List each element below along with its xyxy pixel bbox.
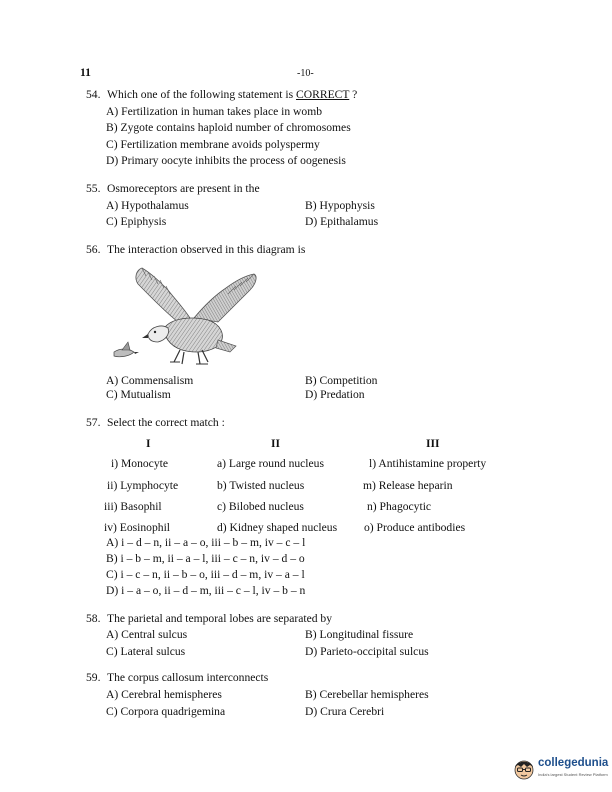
option-b: B) Zygote contains haploid number of chromosomes xyxy=(106,121,351,134)
option-b: B) Competition xyxy=(305,374,378,387)
stem-text: Which one of the following statement is xyxy=(107,88,296,101)
question-number: 57. xyxy=(86,416,101,429)
question-stem: The corpus callosum interconnects xyxy=(107,671,269,684)
option-b: B) Longitudinal fissure xyxy=(305,628,414,641)
option-b: B) Hypophysis xyxy=(305,199,375,212)
option-a: A) Central sulcus xyxy=(106,628,188,641)
match-col2-row1: a) Large round nucleus xyxy=(217,457,324,470)
question-number: 58. xyxy=(86,612,101,625)
option-d: D) Parieto-occipital sulcus xyxy=(305,645,429,658)
eagle-body xyxy=(165,318,222,352)
match-col1-row1: i) Monocyte xyxy=(111,457,168,470)
mascot-icon xyxy=(512,757,536,781)
option-d: D) Predation xyxy=(305,388,365,401)
stem-emphasis: CORRECT xyxy=(296,88,350,101)
option-a: A) Fertilization in human takes place in womb xyxy=(106,105,323,118)
option-c: C) Epiphysis xyxy=(106,215,167,228)
match-col1-row3: iii) Basophil xyxy=(104,500,162,513)
column-header-i: I xyxy=(146,437,151,450)
match-col2-row4: d) Kidney shaped nucleus xyxy=(217,521,338,534)
option-d: D) Primary oocyte inhibits the process of oogenesis xyxy=(106,154,346,167)
eagle-head xyxy=(148,326,169,342)
eagle-diagram xyxy=(108,262,268,370)
match-col3-row2: m) Release heparin xyxy=(363,479,453,492)
option-b: B) i – b – m, ii – a – l, iii – c – n, iv – d – o xyxy=(106,552,305,565)
option-c: C) Corpora quadrigemina xyxy=(106,705,226,718)
match-col3-row3: n) Phagocytic xyxy=(367,500,432,513)
option-d: D) Crura Cerebri xyxy=(305,705,385,718)
paper-code: 11 xyxy=(80,66,91,79)
option-c: C) Lateral sulcus xyxy=(106,645,186,658)
question-stem: The interaction observed in this diagram is xyxy=(107,243,306,256)
column-header-iii: III xyxy=(426,437,440,450)
question-stem: Osmoreceptors are present in the xyxy=(107,182,260,195)
match-col3-row1: l) Antihistamine property xyxy=(369,457,487,470)
brand-name: collegedunia xyxy=(538,757,609,769)
option-a: A) Hypothalamus xyxy=(106,199,189,212)
match-col2-row3: c) Bilobed nucleus xyxy=(217,500,304,513)
collegedunia-watermark xyxy=(512,755,612,792)
match-col1-row2: ii) Lymphocyte xyxy=(107,479,179,492)
match-col1-row4: iv) Eosinophil xyxy=(104,521,171,534)
option-a: A) Commensalism xyxy=(106,374,194,387)
question-number: 55. xyxy=(86,182,101,195)
question-number: 54. xyxy=(86,88,101,101)
column-header-ii: II xyxy=(271,437,281,450)
option-c: C) i – c – n, ii – b – o, iii – d – m, iv – a – l xyxy=(106,568,305,581)
option-c: C) Mutualism xyxy=(106,388,171,401)
eagle-left-wing xyxy=(136,268,190,322)
brand-tagline: India's largest Student Review Platform xyxy=(538,772,608,777)
question-number: 56. xyxy=(86,243,101,256)
option-a: A) i – d – n, ii – a – o, iii – b – m, iv – c – l xyxy=(106,536,306,549)
question-stem xyxy=(107,88,357,102)
option-d: D) i – a – o, ii – d – m, iii – c – l, iv – b – n xyxy=(106,584,306,597)
question-number: 59. xyxy=(86,671,101,684)
question-stem: Select the correct match : xyxy=(107,416,225,429)
match-col3-row4: o) Produce antibodies xyxy=(364,521,466,534)
option-c: C) Fertilization membrane avoids polyspermy xyxy=(106,138,320,151)
match-col2-row2: b) Twisted nucleus xyxy=(217,479,305,492)
option-d: D) Epithalamus xyxy=(305,215,379,228)
question-stem: The parietal and temporal lobes are separated by xyxy=(107,612,333,625)
page-number: -10- xyxy=(297,68,314,79)
option-b: B) Cerebellar hemispheres xyxy=(305,688,429,701)
stem-text-end: ? xyxy=(349,88,358,101)
option-a: A) Cerebral hemispheres xyxy=(106,688,222,701)
